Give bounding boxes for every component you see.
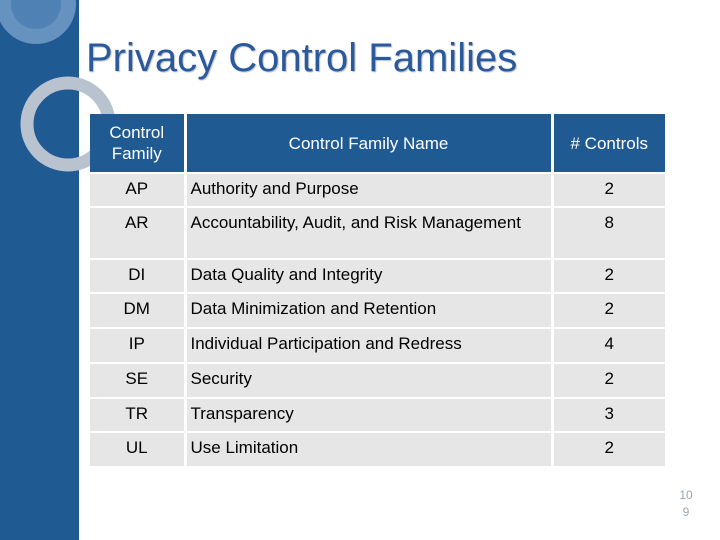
family-name: Transparency [185, 398, 552, 432]
family-code: SE [90, 363, 185, 398]
family-code: AP [90, 173, 185, 207]
table-row [90, 259, 665, 293]
family-code: DM [90, 293, 185, 328]
table-row [90, 363, 665, 398]
controls-count: 2 [552, 432, 665, 466]
controls-count: 2 [552, 173, 665, 207]
header-control-family: Control Family [90, 114, 185, 173]
family-name: Security [185, 363, 552, 398]
header-controls-count: # Controls [552, 114, 665, 173]
controls-count: 2 [552, 293, 665, 328]
family-code: DI [90, 259, 185, 293]
table-row [90, 293, 665, 328]
family-code: AR [90, 207, 185, 259]
controls-count: 2 [552, 259, 665, 293]
page-number: 10 9 [679, 488, 693, 519]
controls-count: 2 [552, 363, 665, 398]
header-control-family-name: Control Family Name [185, 114, 552, 173]
table-row [90, 432, 665, 466]
family-name: Individual Participation and Redress [185, 328, 552, 363]
slide-title: Privacy Control Families [86, 36, 518, 80]
family-name: Use Limitation [185, 432, 552, 466]
table-row [90, 328, 665, 363]
table-row [90, 207, 665, 259]
family-name: Accountability, Audit, and Risk Management [185, 207, 552, 259]
family-code: IP [90, 328, 185, 363]
family-name: Data Quality and Integrity [185, 259, 552, 293]
controls-count: 3 [552, 398, 665, 432]
table-row [90, 173, 665, 207]
family-name: Authority and Purpose [185, 173, 552, 207]
family-code: UL [90, 432, 185, 466]
table-row [90, 398, 665, 432]
control-families-table [90, 114, 665, 466]
controls-count: 8 [552, 207, 665, 259]
controls-count: 4 [552, 328, 665, 363]
table-header-row [90, 114, 665, 173]
family-name: Data Minimization and Retention [185, 293, 552, 328]
family-code: TR [90, 398, 185, 432]
